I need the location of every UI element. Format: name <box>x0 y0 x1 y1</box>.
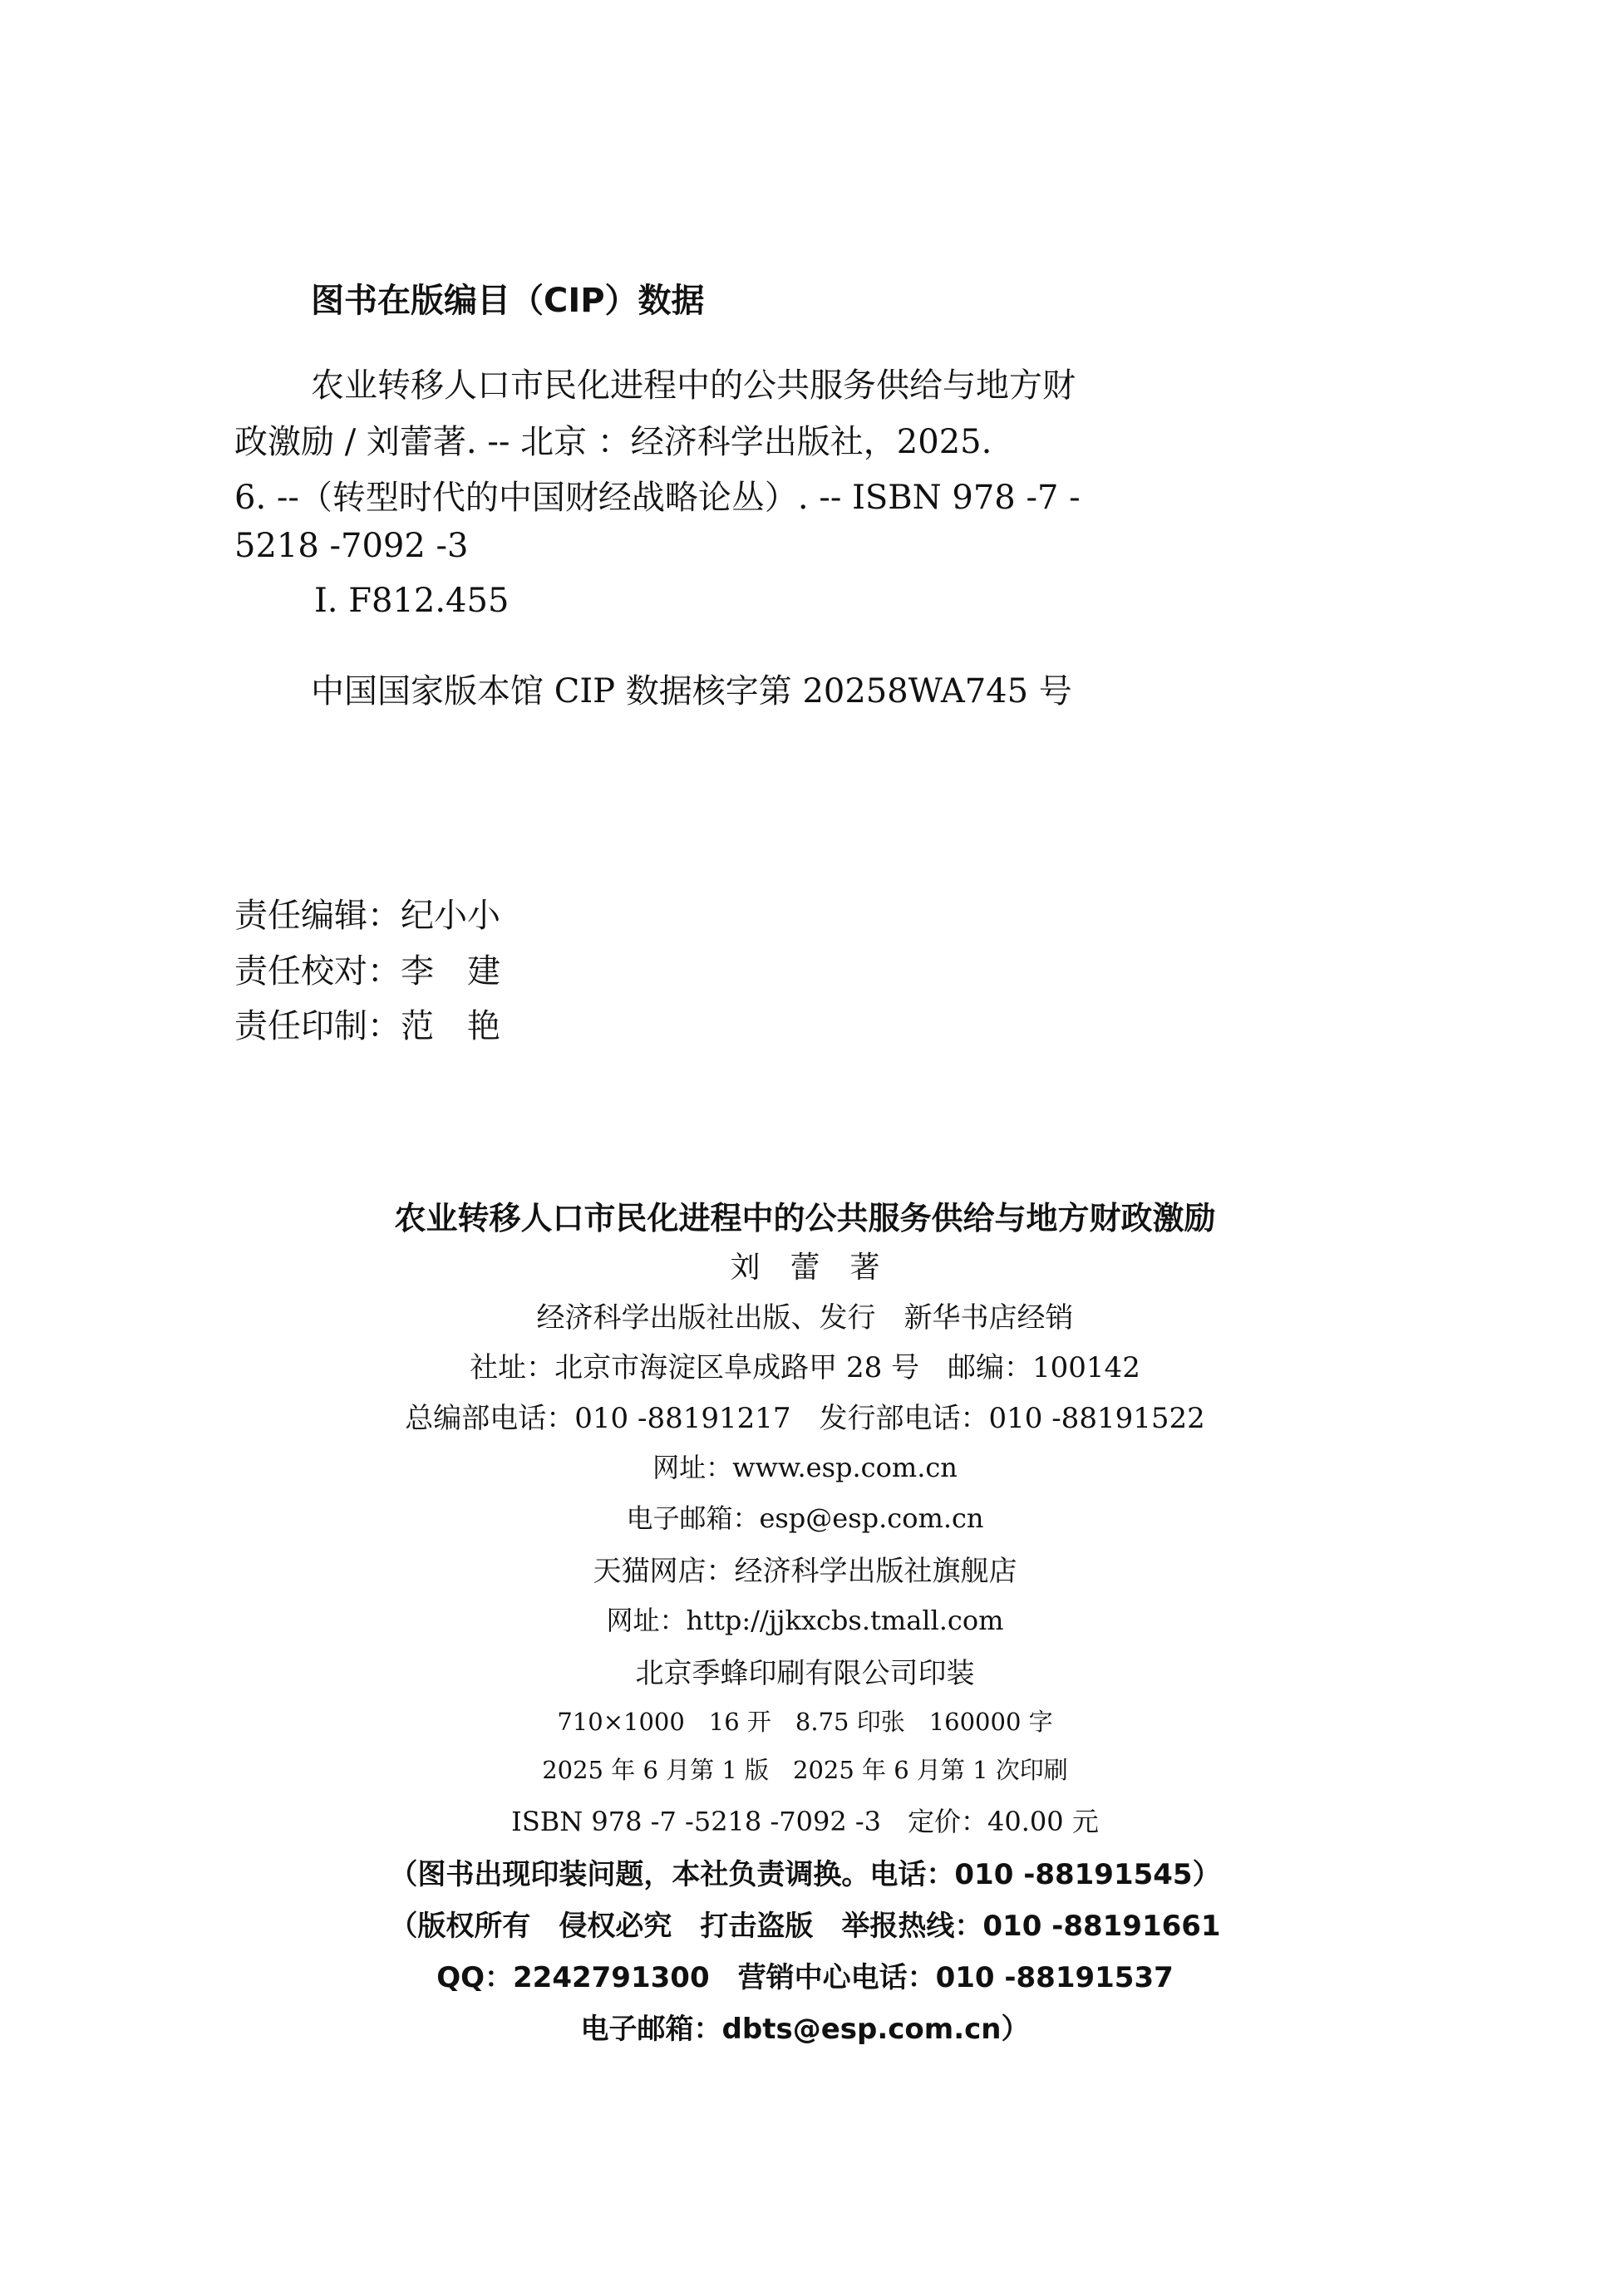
imprint-email: 电子邮箱：esp@esp.com.cn <box>626 1502 984 1534</box>
imprint-publisher: 经济科学出版社出版、发行 新华书店经销 <box>536 1301 1074 1335</box>
imprint-address: 社址：北京市海淀区阜成路甲 28 号 邮编：100142 <box>470 1351 1140 1384</box>
cip-line-4: 5218 -7092 -3 <box>234 527 469 565</box>
cip-verification: 中国国家版本馆 CIP 数据核字第 20258WA745 号 <box>311 672 1072 710</box>
cip-line-1: 农业转移人口市民化进程中的公共服务供给与地方财 <box>311 366 1076 405</box>
imprint-isbn-price: ISBN 978 -7 -5218 -7092 -3 定价：40.00 元 <box>511 1806 1099 1837</box>
imprint-printer: 北京季蜂印刷有限公司印装 <box>635 1657 975 1690</box>
imprint-notice-3: QQ：2242791300 营销中心电话：010 -88191537 <box>436 1961 1174 1994</box>
imprint-author: 刘 蕾 著 <box>730 1251 880 1285</box>
imprint-notice-1: （图书出现印装问题，本社负责调换。电话：010 -88191545） <box>389 1858 1221 1891</box>
imprint-phones: 总编部电话：010 -88191217 发行部电话：010 -88191522 <box>405 1402 1205 1435</box>
staff-proofreader: 责任校对：李 建 <box>234 952 500 991</box>
imprint-notice-4: 电子邮箱：dbts@esp.com.cn） <box>580 2013 1030 2046</box>
imprint-website: 网址：www.esp.com.cn <box>652 1452 958 1483</box>
imprint-edition: 2025 年 6 月第 1 版 2025 年 6 月第 1 次印刷 <box>542 1756 1068 1784</box>
imprint-tmall-store: 天猫网店：经济科学出版社旗舰店 <box>593 1555 1017 1588</box>
cip-line-2: 政激励 / 刘蕾著. -- 北京 ：经济科学出版社，2025. <box>234 423 992 461</box>
staff-editor: 责任编辑：纪小小 <box>234 897 500 935</box>
imprint-notice-2: （版权所有 侵权必究 打击盗版 举报热线：010 -88191661 <box>389 1910 1221 1943</box>
imprint-tmall-url: 网址：http://jjkxcbs.tmall.com <box>606 1605 1004 1636</box>
imprint-title: 农业转移人口市民化进程中的公共服务供给与地方财政激励 <box>394 1200 1216 1236</box>
cip-heading: 图书在版编目（CIP）数据 <box>311 282 705 320</box>
imprint-format: 710×1000 16 开 8.75 印张 160000 字 <box>557 1708 1053 1736</box>
cip-classification: Ⅰ. F812.455 <box>314 582 510 620</box>
staff-printing: 责任印制：范 艳 <box>234 1007 500 1045</box>
cip-line-3: 6. --（转型时代的中国财经战略论丛）. -- ISBN 978 -7 - <box>234 479 1081 517</box>
